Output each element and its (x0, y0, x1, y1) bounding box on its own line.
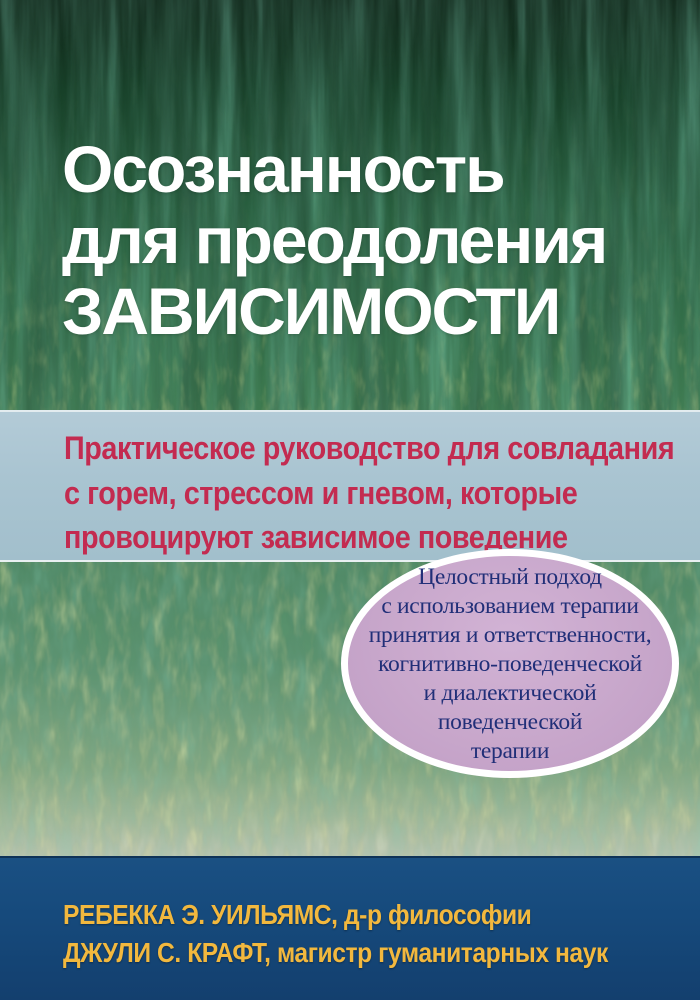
badge-line: принятия и ответственности, (368, 622, 652, 648)
subtitle-line: с горем, стрессом и гневом, которые (64, 474, 578, 511)
author-line: ДЖУЛИ С. КРАФТ, магистр гуманитарных наук (63, 937, 608, 968)
badge-line: терапии (470, 738, 550, 764)
title-line: Осознанность (62, 132, 504, 206)
subtitle-band (0, 410, 700, 562)
subtitle-line: провоцируют зависимое поведение (64, 519, 568, 555)
subtitle-text (64, 426, 674, 560)
authors-text (63, 896, 608, 972)
badge-line: когнитивно-поведенческой (378, 651, 642, 677)
title-line: ЗАВИСИМОСТИ (62, 274, 560, 348)
book-title (62, 134, 606, 347)
title-line: для преодоления (62, 203, 607, 277)
badge-line: с использованием терапии (381, 593, 639, 619)
badge-line: и диалектической (423, 680, 597, 706)
badge-line: Целостный подход (418, 564, 602, 590)
badge-text (369, 561, 652, 766)
therapy-approach-badge (341, 549, 679, 778)
authors-band (0, 856, 700, 1000)
badge-line: поведенческой (437, 709, 583, 735)
subtitle-line: Практическое руководство для совладания (64, 430, 675, 466)
author-line: РЕБЕККА Э. УИЛЬЯМС, д-р философии (63, 899, 532, 930)
